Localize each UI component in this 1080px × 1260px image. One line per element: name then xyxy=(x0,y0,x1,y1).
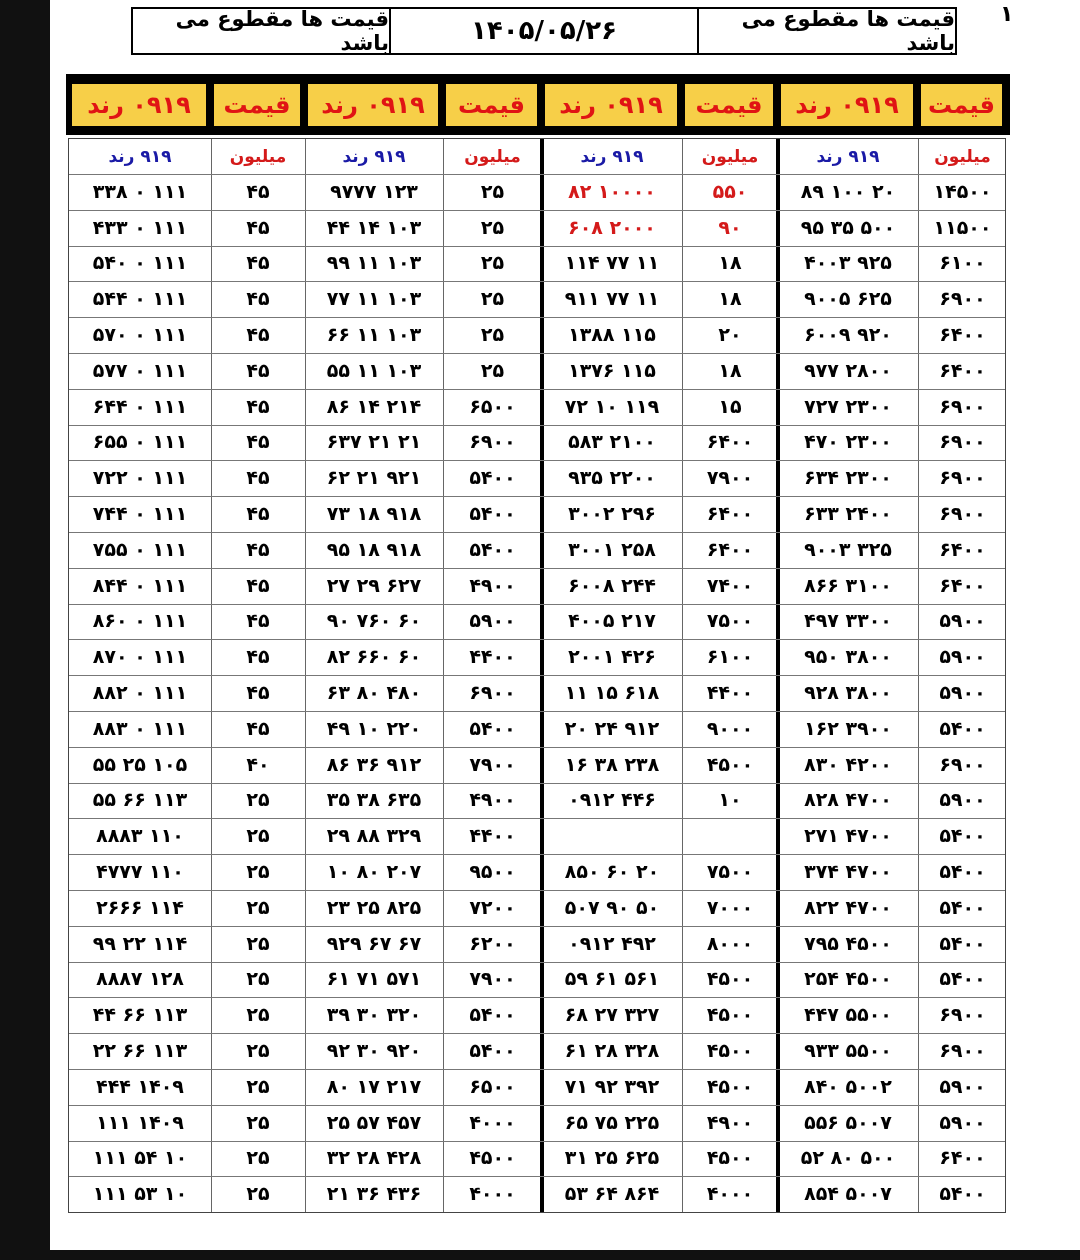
header-price-1: قیمت xyxy=(921,84,1002,126)
price-cell: ۴۹۰۰ xyxy=(469,789,516,812)
number-cell: ۴۷۰۰ ۳۷۴ xyxy=(804,861,892,884)
number-cell: ۲۱۷ ۱۷ ۸۰ xyxy=(326,1075,422,1098)
price-cell: ۱۸ xyxy=(718,288,742,311)
number-cell: ۶۳۵ ۳۸ ۳۵ xyxy=(326,789,422,812)
number-cell: ۱۱۱ ۰ ۸۷۰ xyxy=(92,646,188,669)
price-cell: ۲۵ xyxy=(246,932,270,955)
price-cell: ۶۹۰۰ xyxy=(939,1040,986,1063)
number-cell: ۱۱۵ ۱۳۷۶ xyxy=(568,359,656,382)
number-cell: ۶۲۵ ۲۵ ۳۱ xyxy=(564,1147,660,1170)
price-cell: ۴۴۰۰ xyxy=(469,646,516,669)
number-cell: ۱۱۱ ۰ ۵۷۰ xyxy=(92,324,188,347)
number-cell: ۴۷۰۰ ۲۷۱ xyxy=(804,825,892,848)
price-cell: ۱۰ xyxy=(718,789,742,812)
number-cell: ۳۹۲ ۹۲ ۷۱ xyxy=(564,1075,660,1098)
price-cell: ۹۰ xyxy=(718,216,742,239)
price-cell: ۵۴۰۰ xyxy=(469,1004,516,1027)
price-table xyxy=(68,138,1006,1213)
price-cell: ۴۵۰۰ xyxy=(706,1075,754,1098)
number-cell: ۱۰۳ ۱۴ ۴۴ xyxy=(326,216,422,239)
price-cell: ۴۵۰۰ xyxy=(706,968,754,991)
number-cell: ۱۱۵ ۱۳۸۸ xyxy=(568,324,656,347)
price-cell: ۶۹۰۰ xyxy=(939,503,986,526)
price-cell: ۶۵۰۰ xyxy=(469,1075,516,1098)
price-cell: ۵۴۰۰ xyxy=(939,861,986,884)
price-cell: ۲۵ xyxy=(246,896,270,919)
number-cell: ۵۵۰۰ ۹۳۳ xyxy=(804,1040,892,1063)
number-cell: ۲۲۰ ۱۰ ۴۹ xyxy=(326,717,422,740)
price-cell: ۵۴۰۰ xyxy=(469,503,516,526)
number-cell: ۱۰۳ ۱۱ ۶۶ xyxy=(326,324,422,347)
price-cell: ۶۴۰۰ xyxy=(939,538,986,561)
price-cell: ۷۹۰۰ xyxy=(469,968,516,991)
price-cell: ۲۵ xyxy=(246,1040,270,1063)
number-cell: ۱۱۱ ۰ ۷۴۴ xyxy=(92,503,188,526)
price-cell: ۶۹۰۰ xyxy=(939,288,986,311)
subheader-number: ۹۱۹ رند xyxy=(580,146,644,167)
number-cell: ۴۹۲ ۰۹۱۲ xyxy=(568,932,656,955)
number-cell: ۵۶۱ ۶۱ ۵۹ xyxy=(564,968,660,991)
header-note-right: قیمت ها مقطوع می باشد xyxy=(741,7,955,55)
price-cell: ۶۱۰۰ xyxy=(706,646,754,669)
price-cell: ۴۵ xyxy=(246,717,270,740)
number-cell: ۲۳۸ ۳۸ ۱۶ xyxy=(564,753,660,776)
price-cell: ۶۴۰۰ xyxy=(706,503,754,526)
number-cell: ۱۱۱ ۰ ۳۳۸ xyxy=(92,180,188,203)
price-cell: ۴۵ xyxy=(246,180,270,203)
price-cell: ۴۵ xyxy=(246,646,270,669)
document-header xyxy=(131,7,957,55)
header-number-1: ۰۹۱۹ رند xyxy=(781,84,913,126)
price-cell: ۴۵ xyxy=(246,252,270,275)
number-cell: ۱۱۱ ۰ ۷۲۲ xyxy=(92,467,188,490)
number-cell: ۱۲۸ ۸۸۸۷ xyxy=(96,968,184,991)
number-cell: ۲۹۶ ۳۰۰۲ xyxy=(568,503,656,526)
number-cell: ۱۰۳ ۱۱ ۵۵ xyxy=(326,359,422,382)
number-cell: ۳۱۰۰ ۸۶۶ xyxy=(804,574,892,597)
price-cell: ۴۴۰۰ xyxy=(706,682,754,705)
price-cell: ۲۵ xyxy=(246,861,270,884)
number-cell: ۲۱۴ ۱۴ ۸۶ xyxy=(326,395,422,418)
number-cell: ۲۲۵ ۷۵ ۶۵ xyxy=(564,1111,660,1134)
number-cell: ۵۵۰۰ ۴۴۷ xyxy=(804,1004,892,1027)
header-number-4: ۰۹۱۹ رند xyxy=(72,84,206,126)
price-cell: ۲۵ xyxy=(480,216,505,239)
number-cell: ۱۱۱ ۰ ۵۴۴ xyxy=(92,288,188,311)
price-cell: ۵۹۰۰ xyxy=(939,1111,986,1134)
number-cell: ۹۲۰ ۶۰۰۹ xyxy=(804,324,892,347)
number-cell: ۹۱۸ ۱۸ ۷۳ xyxy=(326,503,422,526)
number-cell: ۲۴۴ ۶۰۰۸ xyxy=(568,574,656,597)
price-cell: ۶۹۰۰ xyxy=(469,431,516,454)
number-cell: ۹۲۱ ۲۱ ۶۲ xyxy=(326,467,422,490)
number-cell: ۲۰۰۰ ۶۰۸ xyxy=(568,216,656,239)
number-cell: ۴۵۷ ۵۷ ۲۵ xyxy=(326,1111,422,1134)
price-cell: ۴۵ xyxy=(246,467,270,490)
number-cell: ۳۹۰۰ ۱۶۲ xyxy=(804,717,892,740)
number-cell: ۹۱۲ ۲۴ ۲۰ xyxy=(564,717,660,740)
number-cell: ۴۵۰۰ ۷۹۵ xyxy=(804,932,892,955)
number-cell: ۶۲۵ ۹۰۰۵ xyxy=(804,288,892,311)
price-cell: ۱۸ xyxy=(718,359,742,382)
price-cell: ۵۴۰۰ xyxy=(939,968,986,991)
number-cell: ۱۴۰۹ ۱۱۱ xyxy=(96,1111,184,1134)
price-cell: ۱۵ xyxy=(718,395,742,418)
price-cell: ۹۵۰۰ xyxy=(469,861,516,884)
price-cell: ۶۹۰۰ xyxy=(939,431,986,454)
subheader-number: ۹۱۹ رند xyxy=(108,146,172,167)
subheader-price: میلیون xyxy=(934,146,991,167)
price-cell: ۲۵ xyxy=(480,324,505,347)
number-cell: ۱۱۱ ۰ ۸۸۳ xyxy=(92,717,188,740)
number-cell: ۱۱۱ ۰ ۴۳۳ xyxy=(92,216,188,239)
price-cell: ۱۴۵۰۰ xyxy=(933,180,992,203)
number-cell: ۵۰۰ ۸۰ ۵۲ xyxy=(800,1147,896,1170)
number-cell: ۲۱۰۰ ۵۸۳ xyxy=(568,431,656,454)
price-cell: ۲۰ xyxy=(718,324,742,347)
number-cell: ۴۸۰ ۸۰ ۶۳ xyxy=(326,682,422,705)
header-price-3: قیمت xyxy=(446,84,537,126)
number-cell: ۴۲۰۰ ۸۳۰ xyxy=(804,753,892,776)
price-cell: ۲۵ xyxy=(480,288,505,311)
price-cell: ۶۴۰۰ xyxy=(939,1147,986,1170)
price-cell: ۴۰ xyxy=(246,753,270,776)
number-cell: ۱۱۱ ۰ ۵۴۰ xyxy=(92,252,188,275)
number-cell: ۱۱۹ ۱۰ ۷۲ xyxy=(564,395,660,418)
price-cell: ۶۹۰۰ xyxy=(939,753,986,776)
number-cell: ۱۰۰۰۰ ۸۲ xyxy=(568,180,656,203)
number-cell: ۲۳۰۰ ۴۷۰ xyxy=(804,431,892,454)
price-cell: ۷۴۰۰ xyxy=(706,574,754,597)
price-cell: ۲۵ xyxy=(246,825,270,848)
price-cell: ۶۴۰۰ xyxy=(939,359,986,382)
price-cell: ۴۹۰۰ xyxy=(469,574,516,597)
number-cell: ۵۰۰ ۳۵ ۹۵ xyxy=(800,216,896,239)
number-cell: ۶۷ ۶۷ ۹۲۹ xyxy=(326,932,422,955)
price-cell: ۴۵۰۰ xyxy=(706,753,754,776)
number-cell: ۵۰۰۷ ۸۵۴ xyxy=(804,1183,892,1206)
number-cell: ۱۱ ۷۷ ۹۱۱ xyxy=(564,288,660,311)
price-cell: ۴۵ xyxy=(246,216,270,239)
number-cell: ۵۰ ۹۰ ۵۰۷ xyxy=(564,896,660,919)
number-cell: ۲۱ ۲۱ ۶۳۷ xyxy=(326,431,422,454)
number-cell: ۱۲۳ ۹۷۷۷ xyxy=(330,180,418,203)
number-cell: ۱۱۱ ۰ ۶۵۵ xyxy=(92,431,188,454)
number-cell: ۶۱۸ ۱۵ ۱۱ xyxy=(564,682,660,705)
number-cell: ۶۰ ۷۶۰ ۹۰ xyxy=(326,610,422,633)
number-cell: ۱۱۱ ۰ ۶۴۴ xyxy=(92,395,188,418)
price-cell: ۲۵ xyxy=(246,1183,270,1206)
price-cell: ۷۹۰۰ xyxy=(469,753,516,776)
price-cell: ۴۰۰۰ xyxy=(469,1183,516,1206)
number-cell: ۸۶۴ ۶۴ ۵۳ xyxy=(564,1183,660,1206)
number-cell: ۳۲۵ ۹۰۰۳ xyxy=(804,538,892,561)
number-cell xyxy=(542,818,682,854)
price-cell: ۲۵ xyxy=(480,252,505,275)
price-cell: ۲۵ xyxy=(480,359,505,382)
number-cell: ۱۰ ۵۳ ۱۱۱ xyxy=(92,1183,188,1206)
header-price-2: قیمت xyxy=(685,84,773,126)
header-number-3: ۰۹۱۹ رند xyxy=(308,84,438,126)
price-cell: ۵۹۰۰ xyxy=(939,1075,986,1098)
number-cell: ۲۰ ۶۰ ۸۵۰ xyxy=(564,861,660,884)
number-cell: ۱۱۰ ۸۸۸۳ xyxy=(96,825,184,848)
price-cell: ۷۵۰۰ xyxy=(706,861,754,884)
number-cell: ۳۲۸ ۲۸ ۶۱ xyxy=(564,1040,660,1063)
price-cell: ۵۵۰ xyxy=(712,180,748,203)
subheader-price: میلیون xyxy=(229,146,287,167)
number-cell: ۹۱۲ ۳۶ ۸۶ xyxy=(326,753,422,776)
price-cell: ۴۵۰۰ xyxy=(706,1147,754,1170)
subheader-price: میلیون xyxy=(464,146,521,167)
number-cell: ۱۰۳ ۱۱ ۷۷ xyxy=(326,288,422,311)
price-cell: ۴۵ xyxy=(246,503,270,526)
price-cell: ۵۴۰۰ xyxy=(939,1183,986,1206)
price-cell: ۸۰۰۰ xyxy=(706,932,754,955)
number-cell: ۵۷۱ ۷۱ ۶۱ xyxy=(326,968,422,991)
price-cell: ۵۴۰۰ xyxy=(469,1040,516,1063)
price-cell: ۵۹۰۰ xyxy=(939,682,986,705)
price-cell: ۶۱۰۰ xyxy=(939,252,986,275)
number-cell: ۴۷۰۰ ۸۲۸ xyxy=(804,789,892,812)
price-cell: ۶۲۰۰ xyxy=(469,932,516,955)
price-cell: ۲۵ xyxy=(246,789,270,812)
price-cell: ۶۹۰۰ xyxy=(469,682,516,705)
price-cell: ۲۵ xyxy=(246,1147,270,1170)
price-cell: ۹۰۰۰ xyxy=(706,717,754,740)
price-cell: ۶۹۰۰ xyxy=(939,395,986,418)
price-cell: ۴۵ xyxy=(246,682,270,705)
page-number: ١ xyxy=(1000,2,1014,27)
price-cell: ۷۰۰۰ xyxy=(706,896,754,919)
number-cell: ۱۱۱ ۰ ۸۶۰ xyxy=(92,610,188,633)
number-cell: ۱۱۱ ۰ ۸۸۲ xyxy=(92,682,188,705)
price-cell: ۲۵ xyxy=(246,1075,270,1098)
number-cell: ۱۱۰ ۴۷۷۷ xyxy=(96,861,184,884)
price-cell: ۶۴۰۰ xyxy=(706,538,754,561)
number-cell: ۱۱۱ ۰ ۸۴۴ xyxy=(92,574,188,597)
price-cell: ۲۵ xyxy=(246,968,270,991)
number-cell: ۴۲۶ ۲۰۰۱ xyxy=(568,646,656,669)
number-cell: ۱۱۱ ۰ ۵۷۷ xyxy=(92,359,188,382)
price-cell: ۵۴۰۰ xyxy=(469,538,516,561)
price-cell: ۶۵۰۰ xyxy=(469,395,516,418)
number-cell: ۱۰۳ ۱۱ ۹۹ xyxy=(326,252,422,275)
price-cell: ۶۹۰۰ xyxy=(939,1004,986,1027)
number-cell: ۴۴۶ ۰۹۱۲ xyxy=(568,789,656,812)
number-cell: ۲۰۷ ۸۰ ۱۰ xyxy=(326,861,422,884)
price-cell: ۴۵ xyxy=(246,574,270,597)
price-cell: ۷۲۰۰ xyxy=(469,896,516,919)
number-cell: ۵۰۰۲ ۸۴۰ xyxy=(804,1075,892,1098)
number-cell: ۱۱۳ ۶۶ ۲۲ xyxy=(92,1040,188,1063)
number-cell: ۳۸۰۰ ۹۵۰ xyxy=(804,646,892,669)
price-cell: ۶۴۰۰ xyxy=(706,431,754,454)
price-cell xyxy=(682,818,778,854)
price-cell: ۷۵۰۰ xyxy=(706,610,754,633)
price-cell: ۶۴۰۰ xyxy=(939,574,986,597)
number-cell: ۱۱ ۷۷ ۱۱۴ xyxy=(564,252,660,275)
number-cell: ۱۰ ۵۴ ۱۱۱ xyxy=(92,1147,188,1170)
number-cell: ۱۱۴ ۲۲ ۹۹ xyxy=(92,932,188,955)
number-cell: ۳۲۷ ۲۷ ۶۸ xyxy=(564,1004,660,1027)
price-cell: ۴۰۰۰ xyxy=(706,1183,754,1206)
header-price-4: قیمت xyxy=(214,84,300,126)
number-cell: ۹۱۸ ۱۸ ۹۵ xyxy=(326,538,422,561)
number-cell: ۱۴۰۹ ۴۴۴ xyxy=(96,1075,184,1098)
number-cell: ۲۳۰۰ ۶۳۴ xyxy=(804,467,892,490)
number-cell: ۳۸۰۰ ۹۲۸ xyxy=(804,682,892,705)
number-cell: ۵۰۰۷ ۵۵۶ xyxy=(804,1111,892,1134)
price-cell: ۶۹۰۰ xyxy=(939,467,986,490)
number-cell: ۹۲۵ ۴۰۰۳ xyxy=(804,252,892,275)
price-cell: ۱۸ xyxy=(718,252,742,275)
price-cell: ۵۴۰۰ xyxy=(469,717,516,740)
number-cell: ۲۲۰۰ ۹۳۵ xyxy=(568,467,656,490)
price-cell: ۴۰۰۰ xyxy=(469,1111,516,1134)
price-cell: ۴۵۰۰ xyxy=(706,1004,754,1027)
price-cell: ۲۵ xyxy=(246,1111,270,1134)
price-cell: ۵۴۰۰ xyxy=(939,717,986,740)
number-cell: ۱۱۱ ۰ ۷۵۵ xyxy=(92,538,188,561)
number-cell: ۱۱۳ ۶۶ ۴۴ xyxy=(92,1004,188,1027)
price-cell: ۵۴۰۰ xyxy=(939,825,986,848)
price-cell: ۵۹۰۰ xyxy=(469,610,516,633)
subheader-number: ۹۱۹ رند xyxy=(816,146,880,167)
number-cell: ۲۵۸ ۳۰۰۱ xyxy=(568,538,656,561)
number-cell: ۲۴۰۰ ۶۳۳ xyxy=(804,503,892,526)
number-cell: ۲۳۰۰ ۷۲۷ xyxy=(804,395,892,418)
subheader-price: میلیون xyxy=(701,146,759,167)
header-number-2: ۰۹۱۹ رند xyxy=(545,84,677,126)
price-cell: ۵۹۰۰ xyxy=(939,646,986,669)
number-cell: ۳۲۹ ۸۸ ۲۹ xyxy=(326,825,422,848)
price-cell: ۵۴۰۰ xyxy=(939,896,986,919)
price-cell: ۴۵ xyxy=(246,288,270,311)
number-cell: ۴۵۰۰ ۲۵۴ xyxy=(804,968,892,991)
number-cell: ۲۸۰۰ ۹۷۷ xyxy=(804,359,892,382)
number-cell: ۳۲۰ ۳۰ ۳۹ xyxy=(326,1004,422,1027)
price-cell: ۴۵ xyxy=(246,538,270,561)
price-cell: ۴۵ xyxy=(246,395,270,418)
price-cell: ۱۱۵۰۰ xyxy=(933,216,992,239)
price-cell: ۴۵۰۰ xyxy=(469,1147,516,1170)
price-cell: ۴۵ xyxy=(246,324,270,347)
number-cell: ۴۳۶ ۳۶ ۲۱ xyxy=(326,1183,422,1206)
price-cell: ۴۵ xyxy=(246,610,270,633)
number-cell: ۸۲۵ ۲۵ ۲۳ xyxy=(326,896,422,919)
price-cell: ۴۵ xyxy=(246,359,270,382)
price-cell: ۴۵۰۰ xyxy=(706,1040,754,1063)
price-cell: ۷۹۰۰ xyxy=(706,467,754,490)
number-cell: ۶۲۷ ۲۹ ۲۷ xyxy=(326,574,422,597)
price-cell: ۵۹۰۰ xyxy=(939,789,986,812)
number-cell: ۴۲۸ ۲۸ ۳۲ xyxy=(326,1147,422,1170)
number-cell: ۱۱۳ ۶۶ ۵۵ xyxy=(92,789,188,812)
header-note-left: قیمت ها مقطوع می باشد xyxy=(133,9,391,53)
price-cell: ۴۵ xyxy=(246,431,270,454)
price-cell: ۶۴۰۰ xyxy=(939,324,986,347)
number-cell: ۲۱۷ ۴۰۰۵ xyxy=(568,610,656,633)
subheader-number: ۹۱۹ رند xyxy=(342,146,406,167)
number-cell: ۹۲۰ ۳۰ ۹۲ xyxy=(326,1040,422,1063)
number-cell: ۲۰ ۱۰۰ ۸۹ xyxy=(800,180,896,203)
number-cell: ۱۱۴ ۲۶۶۶ xyxy=(96,896,184,919)
number-cell: ۱۰۵ ۲۵ ۵۵ xyxy=(92,753,188,776)
header-date: ۱۴۰۵/۰۵/۲۶ xyxy=(391,9,699,53)
price-cell: ۴۹۰۰ xyxy=(706,1111,754,1134)
number-cell: ۳۳۰۰ ۴۹۷ xyxy=(804,610,892,633)
price-cell: ۲۵ xyxy=(480,180,505,203)
price-cell: ۵۴۰۰ xyxy=(469,467,516,490)
price-cell: ۴۴۰۰ xyxy=(469,825,516,848)
price-cell: ۲۵ xyxy=(246,1004,270,1027)
number-cell: ۶۰ ۶۶۰ ۸۲ xyxy=(326,646,422,669)
price-cell: ۵۴۰۰ xyxy=(939,932,986,955)
price-cell: ۵۹۰۰ xyxy=(939,610,986,633)
number-cell: ۴۷۰۰ ۸۲۲ xyxy=(804,896,892,919)
